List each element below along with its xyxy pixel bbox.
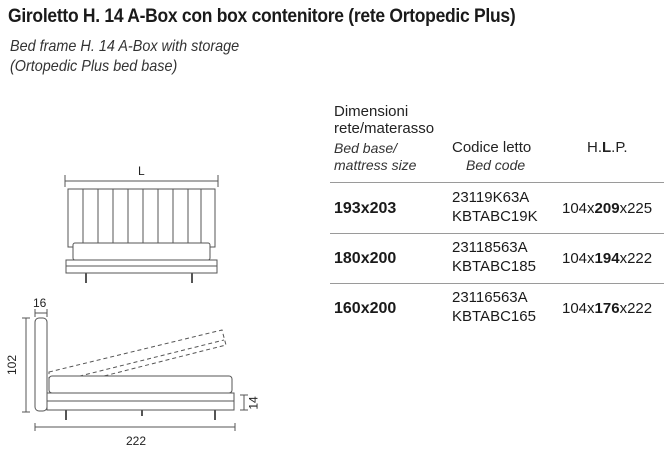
code-header: Codice letto: [452, 139, 532, 156]
table-row-code-1: 23116563A: [452, 289, 528, 306]
table-row-size: 193x203: [334, 200, 397, 217]
size-header-en-line-2: mattress size: [334, 157, 417, 173]
size-header-line-1: Dimensioni: [334, 103, 409, 120]
subtitle-line-1: Bed frame H. 14 A-Box with storage: [10, 38, 240, 55]
code-header-en: Bed code: [466, 157, 526, 173]
front-view-drawing: [65, 175, 218, 283]
table-row-size: 180x200: [334, 250, 397, 267]
table-row-hlp: 104x209x225: [562, 200, 653, 217]
table-row-code-1: 23118563A: [452, 239, 528, 256]
table-row-hlp: 104x194x222: [562, 250, 653, 267]
table-row-size: 160x200: [334, 300, 397, 317]
table-row-code-2: KBTABC19K: [452, 208, 538, 225]
length-dimension-label: 222: [126, 434, 147, 448]
table-row-code-1: 23119K63A: [452, 189, 530, 206]
table-row-code-2: KBTABC165: [452, 308, 536, 325]
headboard-thickness-label: 16: [33, 296, 47, 310]
size-header-line-2: rete/materasso: [334, 120, 435, 137]
table-row-code-2: KBTABC185: [452, 258, 536, 275]
hlp-header: H.L.P.: [587, 139, 628, 156]
subtitle-line-2: (Ortopedic Plus bed base): [10, 58, 178, 75]
height-dimension-label: 102: [5, 354, 20, 376]
table-row-hlp: 104x176x222: [562, 300, 653, 317]
side-view-drawing: [22, 309, 248, 431]
width-dimension-label: L: [138, 164, 145, 178]
size-header-en-line-1: Bed base/: [334, 140, 398, 156]
frame-height-label: 14: [246, 396, 261, 410]
page-title: Giroletto H. 14 A-Box con box contenitore (rete Ortopedic Plus): [8, 6, 516, 27]
